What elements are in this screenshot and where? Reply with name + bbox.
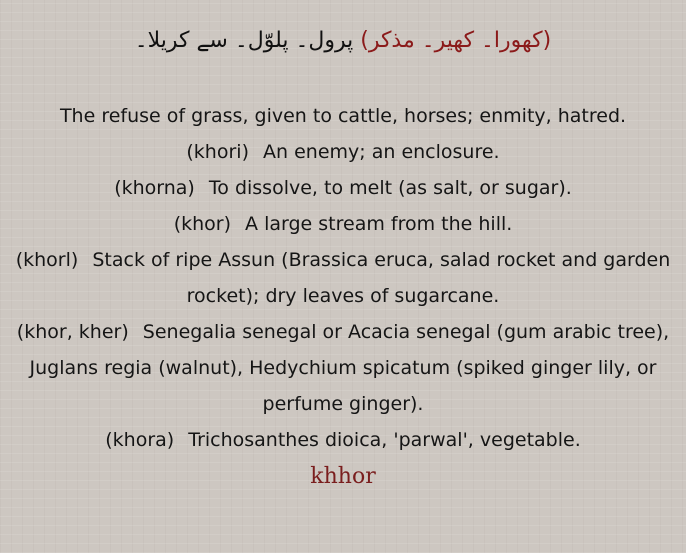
entry-definition: Stack of ripe Assun (Brassica eruca, salad rocket and garden rocket); dry leaves of sugarcane. <box>92 249 671 307</box>
entry-word: (khor) <box>173 213 231 235</box>
entry-definition: To dissolve, to melt (as salt, or sugar). <box>208 177 572 199</box>
entry-word: (khorna) <box>114 177 195 199</box>
entry-definition: Trichosanthes dioica, 'parwal', vegetable. <box>188 429 581 451</box>
transliteration-caption: khhor <box>310 464 376 489</box>
definition-entry-2 <box>8 134 678 170</box>
entry-word: (khori) <box>186 141 249 163</box>
urdu-heading <box>0 28 686 53</box>
urdu-heading-gender: (کھورا۔ کھیر۔ مذکر) <box>360 28 552 53</box>
entry-word: (khor, kher) <box>16 321 129 343</box>
definition-entry-1 <box>8 98 678 134</box>
entry-definition: The refuse of grass, given to cattle, horses; enmity, hatred. <box>59 105 627 127</box>
definition-entry-4 <box>8 206 678 242</box>
entry-definition: Senegalia senegal or Acacia senegal (gum arabic tree), Juglans regia (walnut), Hedychium spicatum (spiked ginger lily, or perfume ginger). <box>29 321 670 415</box>
entry-word: (khora) <box>105 429 175 451</box>
entry-word: (khorl) <box>15 249 79 271</box>
urdu-heading-rest: پرول۔ پلوّل۔ سے کریلا۔ <box>134 28 354 53</box>
definition-entry-7 <box>8 422 678 458</box>
definition-entry-6 <box>8 314 678 422</box>
definition-entry-5 <box>8 242 678 314</box>
entry-definition: An enemy; an enclosure. <box>263 141 500 163</box>
definition-list <box>8 98 678 458</box>
entry-definition: A large stream from the hill. <box>245 213 513 235</box>
definition-entry-3 <box>8 170 678 206</box>
